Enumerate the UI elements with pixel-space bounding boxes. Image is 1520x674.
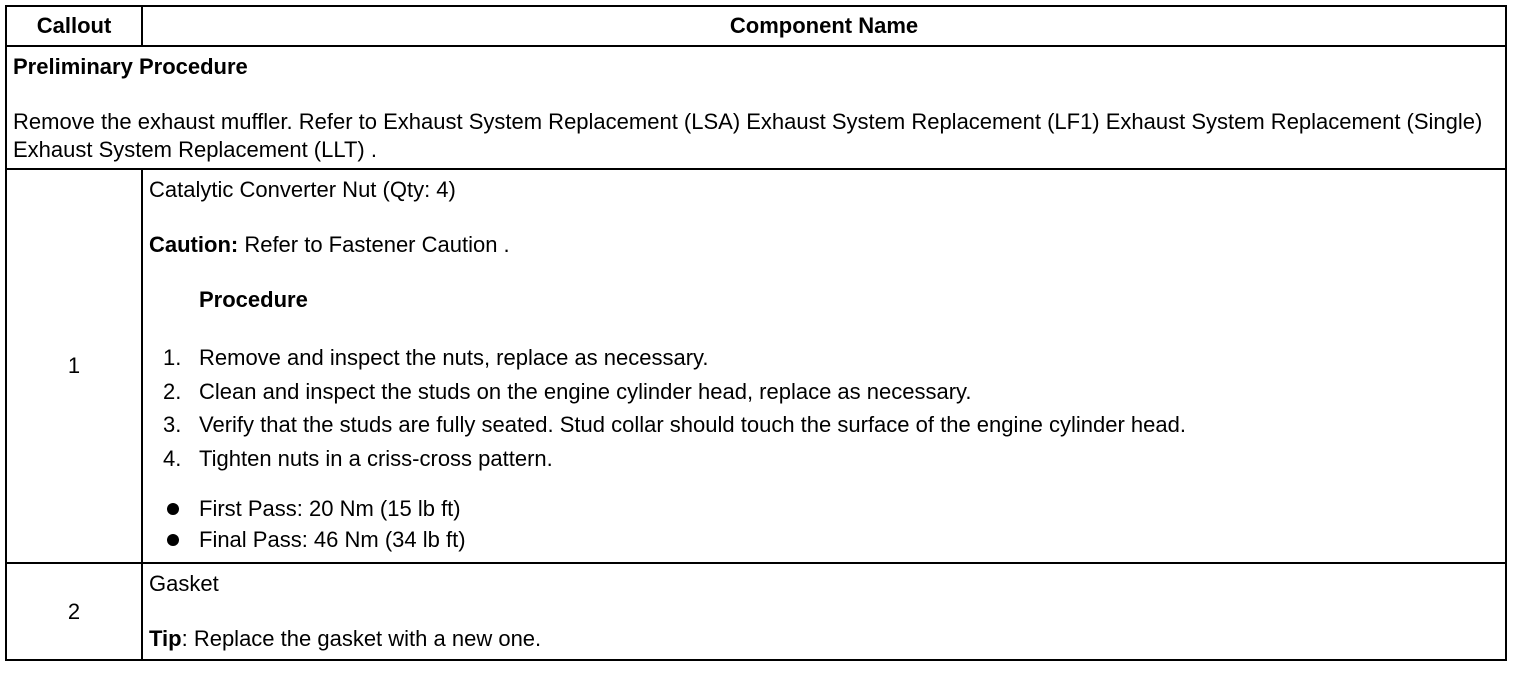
header-component-name: Component Name [142, 6, 1506, 46]
procedure-title: Procedure [199, 287, 308, 312]
callout-number-1: 1 [6, 169, 142, 563]
callout-number-2: 2 [6, 563, 142, 660]
procedure-table [5, 5, 1507, 661]
tip-line [149, 625, 1497, 653]
component-cell-1 [142, 169, 1506, 563]
table-row [6, 563, 1506, 660]
step-number: 1. [163, 345, 182, 370]
header-callout: Callout [6, 6, 142, 46]
table-header-row [6, 6, 1506, 46]
caution-label: Caution: [149, 232, 239, 257]
pass-text: First Pass: 20 Nm (15 lb ft) [199, 496, 461, 521]
bullet-icon [167, 534, 179, 546]
torque-passes [149, 493, 1497, 555]
preliminary-cell [6, 46, 1506, 169]
step-text: Verify that the studs are fully seated. Stud collar should touch the surface of the engine cylinder head. [199, 412, 1186, 437]
preliminary-text: Remove the exhaust muffler. Refer to Exhaust System Replacement (LSA) Exhaust System Replacement (LF1) Exhaust System Replacement (Single) Exhaust System Replacement (LLT) . [13, 109, 1483, 162]
table-row [6, 169, 1506, 563]
list-item [149, 341, 1497, 375]
bullet-icon [167, 503, 179, 515]
component-name-2: Gasket [149, 571, 219, 596]
tip-label: Tip [149, 626, 182, 651]
preliminary-row [6, 46, 1506, 169]
step-number: 2. [163, 378, 182, 404]
list-item [149, 493, 1497, 524]
procedure-steps [149, 341, 1497, 475]
list-item [149, 524, 1497, 555]
list-item [149, 442, 1497, 476]
caution-text: Refer to Fastener Caution . [238, 232, 510, 257]
component-name-1: Catalytic Converter Nut (Qty: 4) [149, 177, 456, 202]
step-text: Clean and inspect the studs on the engine cylinder head, replace as necessary. [199, 378, 972, 404]
component-cell-2 [142, 563, 1506, 660]
procedure-table-container [5, 5, 1507, 661]
caution-line [149, 231, 1497, 259]
tip-text: : Replace the gasket with a new one. [181, 626, 542, 651]
preliminary-title: Preliminary Procedure [13, 54, 248, 79]
step-text: Remove and inspect the nuts, replace as necessary. [199, 345, 709, 370]
list-item [149, 408, 1497, 442]
step-number: 3. [163, 412, 182, 437]
pass-text: Final Pass: 46 Nm (34 lb ft) [199, 527, 466, 552]
step-number: 4. [163, 445, 182, 471]
step-text: Tighten nuts in a criss-cross pattern. [199, 445, 553, 471]
list-item [149, 375, 1497, 409]
